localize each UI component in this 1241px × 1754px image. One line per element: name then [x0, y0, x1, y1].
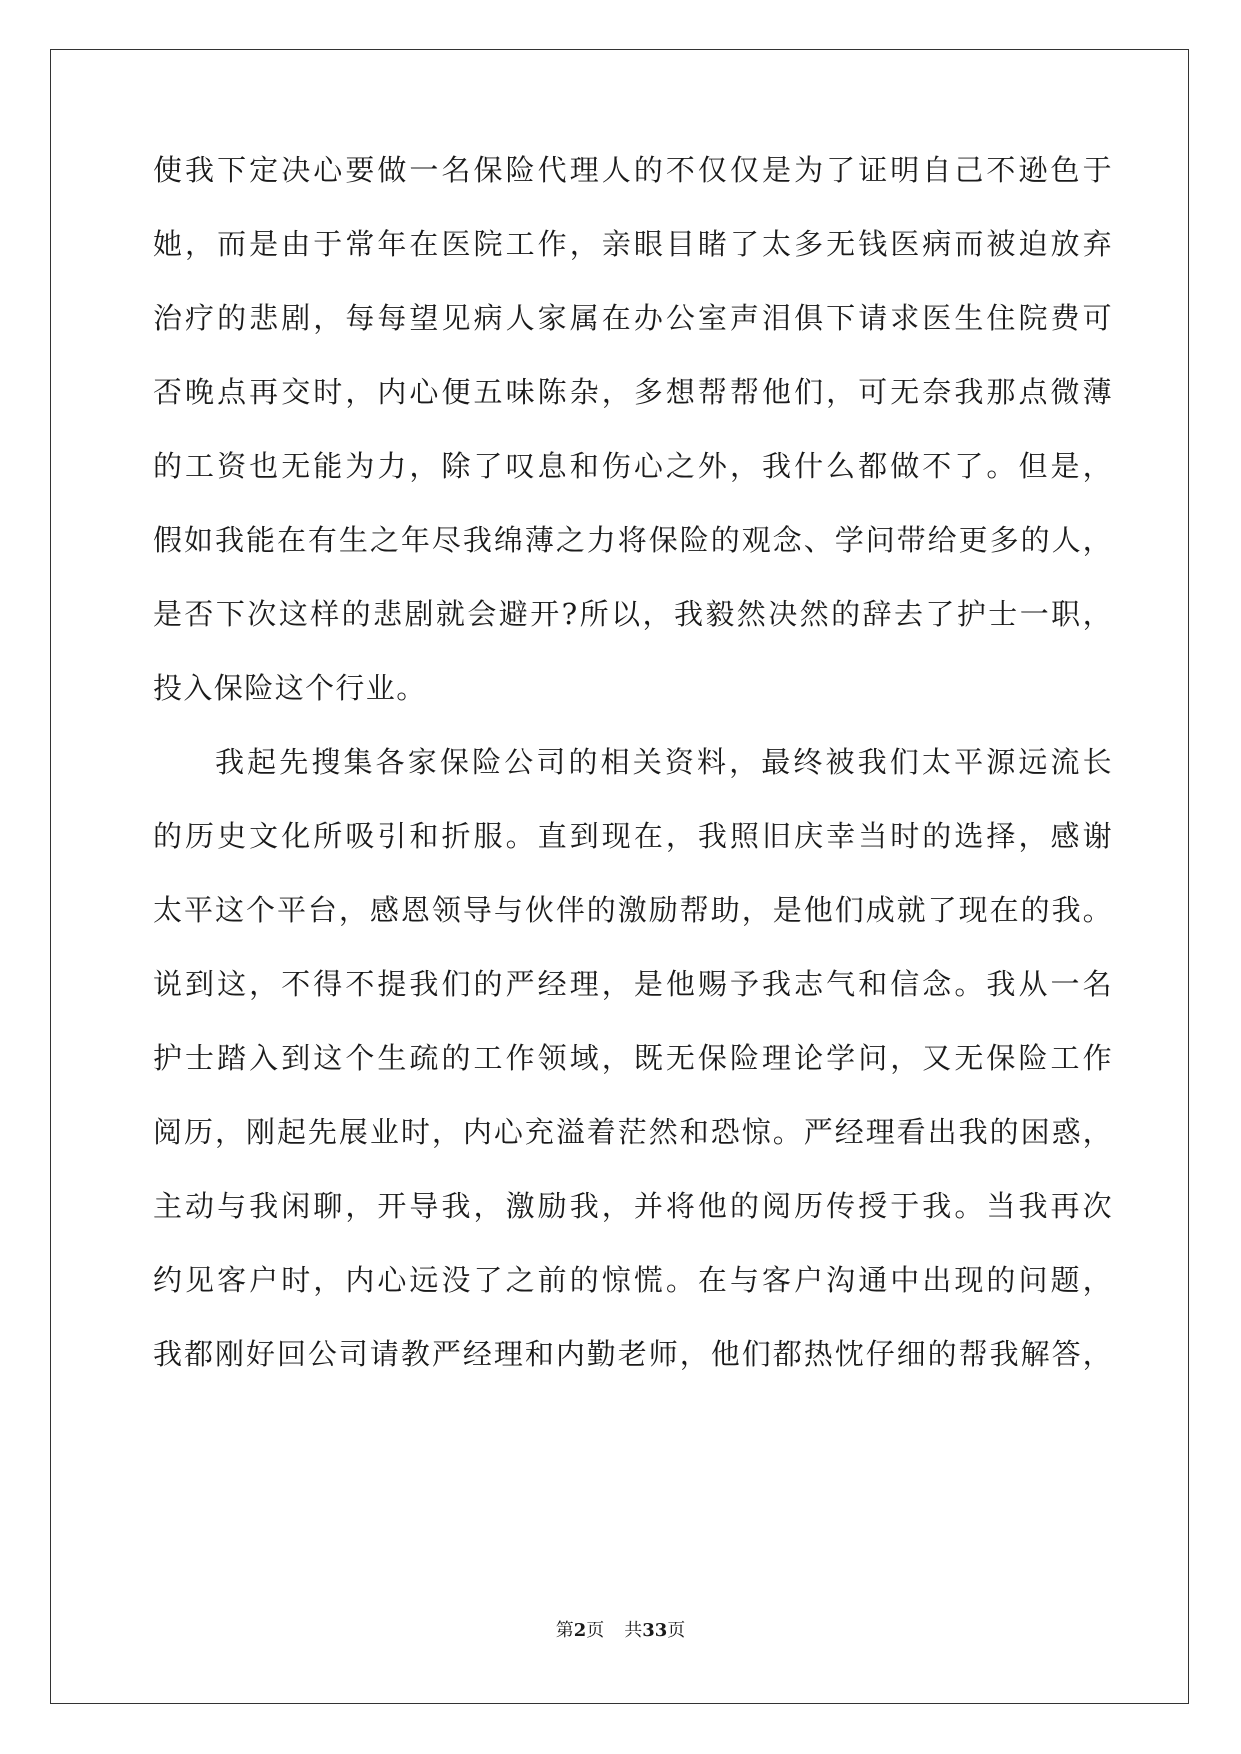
- text-line: 投入保险这个行业。: [153, 671, 427, 705]
- footer-total-prefix: 共: [624, 1620, 643, 1641]
- text-line: 护士踏入到这个生疏的工作领域，既无保险理论学问，又无保险工作: [153, 1041, 1113, 1075]
- paragraph-first-line: 我起先搜集各家保险公司的相关资料，最终被我们太平源远流长: [215, 745, 1113, 779]
- text-line: 我都刚好回公司请教严经理和内勤老师，他们都热忱仔细的帮我解答，: [153, 1337, 1113, 1371]
- current-page-number: 2: [573, 1620, 587, 1641]
- text-line: 的历史文化所吸引和折服。直到现在，我照旧庆幸当时的选择，感谢: [153, 819, 1113, 853]
- text-line: 主动与我闲聊，开导我，激励我，并将他的阅历传授于我。当我再次: [153, 1189, 1113, 1223]
- total-pages-number: 33: [642, 1620, 668, 1641]
- text-line: 的工资也无能为力，除了叹息和伤心之外，我什么都做不了。但是，: [153, 449, 1113, 483]
- text-line: 假如我能在有生之年尽我绵薄之力将保险的观念、学问带给更多的人，: [153, 523, 1113, 557]
- text-line: 否晚点再交时，内心便五味陈杂，多想帮帮他们，可无奈我那点微薄: [153, 375, 1113, 409]
- text-line: 治疗的悲剧，每每望见病人家属在办公室声泪俱下请求医生住院费可: [153, 301, 1113, 335]
- text-line: 她，而是由于常年在医院工作，亲眼目睹了太多无钱医病而被迫放弃: [153, 227, 1113, 261]
- text-line: 说到这，不得不提我们的严经理，是他赐予我志气和信念。我从一名: [153, 967, 1113, 1001]
- text-line: 使我下定决心要做一名保险代理人的不仅仅是为了证明自己不逊色于: [153, 153, 1113, 187]
- footer-total-suffix: 页: [667, 1620, 686, 1641]
- text-line: 是否下次这样的悲剧就会避开?所以，我毅然决然的辞去了护士一职，: [153, 597, 1113, 631]
- text-line: 阅历，刚起先展业时，内心充溢着茫然和恐惊。严经理看出我的困惑，: [153, 1115, 1113, 1149]
- text-line: 约见客户时，内心远没了之前的惊慌。在与客户沟通中出现的问题，: [153, 1263, 1113, 1297]
- text-line: 太平这个平台，感恩领导与伙伴的激励帮助，是他们成就了现在的我。: [153, 893, 1113, 927]
- page-footer: [0, 1620, 1241, 1642]
- footer-page-suffix: 页: [586, 1620, 605, 1641]
- footer-prefix: 第: [555, 1620, 574, 1641]
- page-border: [50, 49, 1189, 1704]
